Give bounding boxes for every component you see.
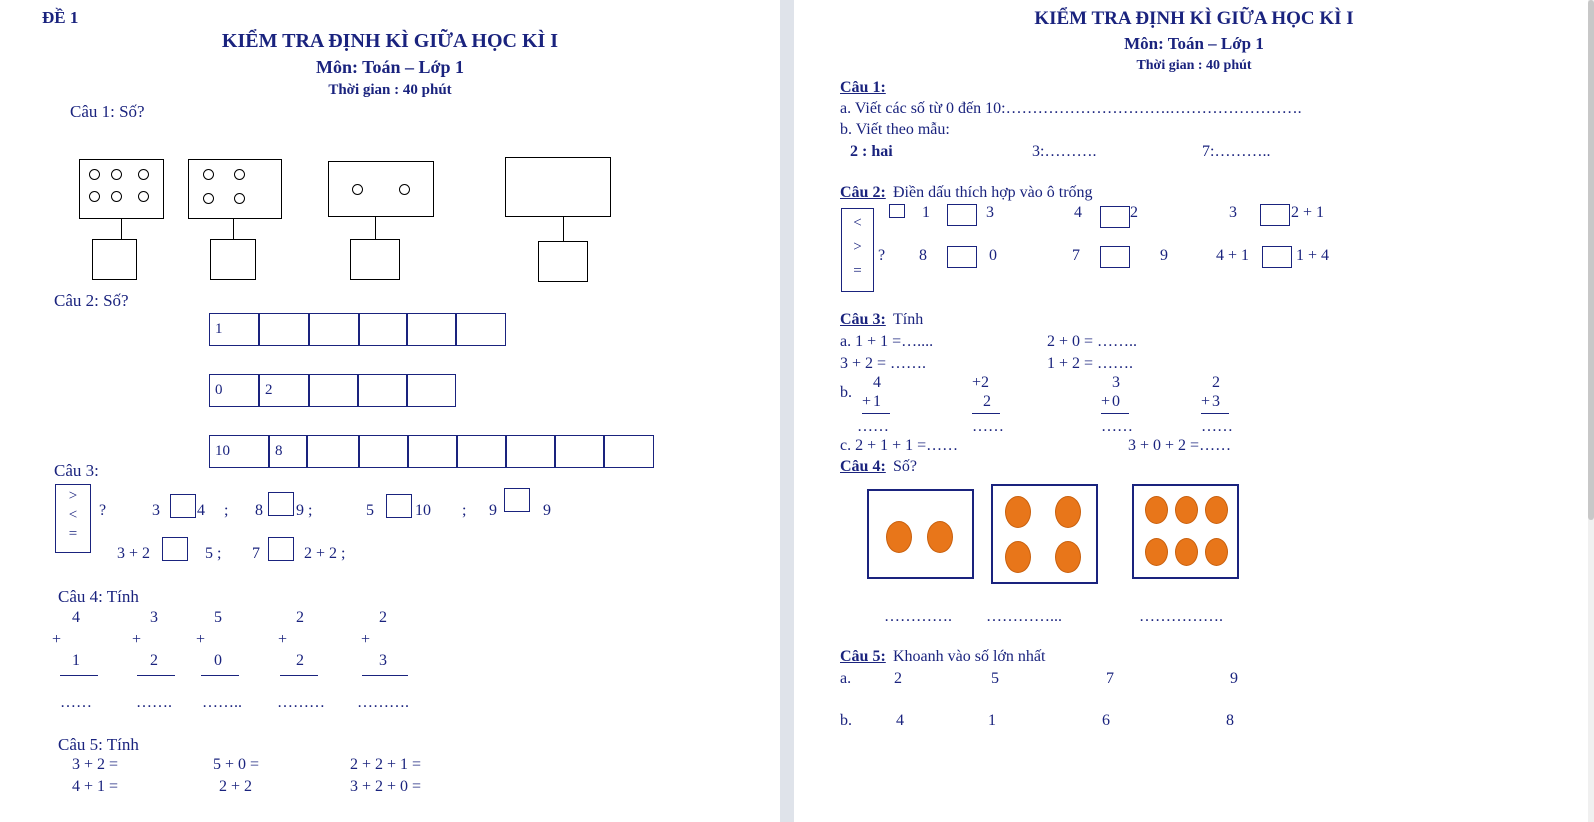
answer-box-2[interactable] xyxy=(210,239,256,280)
expression: 2 + 2 xyxy=(219,778,253,795)
question-1a: a. Viết các số từ 0 đến 10:………………………….……………………. xyxy=(840,100,1302,117)
sum-bottom: 2 xyxy=(150,652,158,669)
choice-value[interactable]: 9 xyxy=(1230,670,1238,687)
compare-left: 3 xyxy=(1229,204,1237,221)
dot xyxy=(138,191,149,202)
number-cell[interactable]: 1 xyxy=(209,313,259,346)
sum-rule xyxy=(201,675,239,676)
dot xyxy=(89,169,100,180)
dot xyxy=(111,169,122,180)
question-1-heading: Câu 1: Số? xyxy=(70,102,145,121)
number-cell[interactable] xyxy=(506,435,555,468)
page-subject: Môn: Toán – Lớp 1 xyxy=(315,57,465,77)
number-cell[interactable] xyxy=(604,435,654,468)
number-cell[interactable]: 10 xyxy=(209,435,269,468)
compare-right: 2 + 2 ; xyxy=(304,545,346,562)
sum-bottom: 1 xyxy=(873,393,881,410)
compare-left: 4 xyxy=(1074,204,1082,221)
question-1-example: 2 : hai xyxy=(850,143,893,160)
orange-dot xyxy=(1205,538,1228,566)
compare-left: 8 xyxy=(919,247,927,264)
expression: 3 + 2 + 0 = xyxy=(350,778,422,795)
sum-op: + xyxy=(196,631,206,648)
compare-input-box[interactable] xyxy=(1100,206,1130,228)
sum-rule xyxy=(1101,413,1129,414)
compare-input-box[interactable] xyxy=(947,246,977,268)
orange-dot-group-1 xyxy=(867,489,974,579)
sum-op: + xyxy=(1201,393,1211,410)
answer-box-4[interactable] xyxy=(538,241,588,282)
sum-rule xyxy=(280,675,318,676)
question-3-label: Câu 3: xyxy=(840,311,886,328)
compare-input-box[interactable] xyxy=(1260,204,1290,226)
number-cell[interactable] xyxy=(456,313,506,346)
dot xyxy=(234,169,245,180)
sum-answer-dots: …… xyxy=(857,418,889,435)
compare-right: 5 ; xyxy=(205,545,222,562)
compare-right: 9 xyxy=(1160,247,1168,264)
sum-op: + xyxy=(361,631,371,648)
orange-dot xyxy=(1005,541,1031,573)
sum-answer-dots: ………. xyxy=(357,694,409,711)
sign-equal: = xyxy=(853,263,862,279)
connector-line xyxy=(233,219,234,239)
dot xyxy=(111,191,122,202)
compare-left: 1 xyxy=(922,204,930,221)
number-cell[interactable]: 2 xyxy=(259,374,309,407)
question-1-label: Câu 1: xyxy=(840,79,886,96)
sign-legend-box xyxy=(55,484,91,553)
question-2-label: Câu 2: xyxy=(840,184,886,201)
sum-op: + xyxy=(132,631,142,648)
compare-left: 9 xyxy=(489,502,497,519)
orange-dot xyxy=(886,521,912,553)
expression: 3 + 2 = ……. xyxy=(840,355,927,372)
compare-input-box[interactable] xyxy=(170,494,196,518)
compare-input-box[interactable] xyxy=(889,204,905,218)
connector-line xyxy=(563,217,564,241)
page-time: Thời gian : 40 phút xyxy=(328,82,452,98)
connector-line xyxy=(121,219,122,239)
question-5-text: Khoanh vào số lớn nhất xyxy=(893,648,1046,665)
scrollbar-track[interactable] xyxy=(1588,0,1594,822)
compare-input-box[interactable] xyxy=(386,494,412,518)
sum-bottom: 2 xyxy=(296,652,304,669)
sign-less: < xyxy=(68,506,78,523)
sum-top: 2 xyxy=(296,609,304,626)
orange-dot xyxy=(1055,496,1081,528)
compare-input-box[interactable] xyxy=(504,488,530,512)
number-cell[interactable] xyxy=(359,313,407,346)
sum-top: 2 xyxy=(1212,374,1220,391)
orange-dot xyxy=(1145,496,1168,524)
compare-input-box[interactable] xyxy=(268,492,294,516)
question-mark: ? xyxy=(99,502,107,519)
sum-top: 2 xyxy=(379,609,387,626)
sign-legend-box xyxy=(841,208,874,292)
question-3-text: Tính xyxy=(893,311,924,328)
dot-group-3 xyxy=(328,161,434,217)
choice-value[interactable]: 2 xyxy=(894,670,902,687)
sum-bottom: 0 xyxy=(214,652,222,669)
sum-top: 4 xyxy=(873,374,881,391)
sum-answer-dots: ……… xyxy=(277,694,325,711)
question-5-label: Câu 5: xyxy=(840,648,886,665)
question-1-item-3: 3:………. xyxy=(1032,143,1097,160)
dot xyxy=(138,169,149,180)
number-cell[interactable] xyxy=(307,435,359,468)
sum-top: 4 xyxy=(72,609,80,626)
sum-rule xyxy=(362,675,408,676)
sum-rule xyxy=(60,675,98,676)
compare-input-box[interactable] xyxy=(162,537,188,561)
number-cell[interactable] xyxy=(407,313,456,346)
sum-bottom: 1 xyxy=(72,652,80,669)
sign-equal: = xyxy=(68,525,78,542)
dot xyxy=(203,169,214,180)
sum-op: + xyxy=(278,631,288,648)
answer-box-1[interactable] xyxy=(92,239,137,280)
dot xyxy=(399,184,410,195)
compare-right: 2 + 1 xyxy=(1291,204,1325,221)
right-page xyxy=(794,0,1594,822)
number-cell[interactable] xyxy=(457,435,506,468)
dot-group-2 xyxy=(188,159,282,219)
choice-value[interactable]: 5 xyxy=(991,670,999,687)
compare-input-box[interactable] xyxy=(268,537,294,561)
compare-input-box[interactable] xyxy=(1262,246,1292,268)
answer-blank[interactable]: …………... xyxy=(986,608,1062,625)
orange-dot-group-3 xyxy=(1132,484,1239,579)
number-cell[interactable] xyxy=(359,435,408,468)
sign-less: < xyxy=(853,215,862,231)
number-cell[interactable] xyxy=(555,435,604,468)
question-mark: ? xyxy=(878,247,886,264)
answer-blank[interactable]: ……………. xyxy=(1139,608,1223,625)
connector-line xyxy=(375,217,376,239)
question-5-heading: Câu 5: Tính xyxy=(58,735,139,754)
number-cell[interactable] xyxy=(358,374,407,407)
sum-top: 3 xyxy=(150,609,158,626)
page-gap xyxy=(780,0,794,822)
compare-left: 3 xyxy=(152,502,160,519)
orange-dot xyxy=(1055,541,1081,573)
question-3-heading: Câu 3: xyxy=(54,461,99,480)
page-subject: Môn: Toán – Lớp 1 xyxy=(1124,34,1264,53)
answer-box-3[interactable] xyxy=(350,239,400,280)
choice-value[interactable]: 8 xyxy=(1226,712,1234,729)
compare-left: 7 xyxy=(252,545,260,562)
question-3b-label: b. xyxy=(840,384,852,401)
page-title: KIỂM TRA ĐỊNH KÌ GIỮA HỌC KÌ I xyxy=(221,30,559,52)
sum-rule xyxy=(862,413,890,414)
sum-bottom: 2 xyxy=(983,393,991,410)
number-cell[interactable] xyxy=(259,313,309,346)
number-cell[interactable] xyxy=(309,313,359,346)
sum-answer-dots: …… xyxy=(1101,418,1133,435)
orange-dot xyxy=(1205,496,1228,524)
dot xyxy=(234,193,245,204)
sum-op: + xyxy=(52,631,62,648)
compare-left: 4 + 1 xyxy=(1216,247,1250,264)
compare-right: 9 ; xyxy=(296,502,313,519)
sum-answer-dots: …….. xyxy=(202,694,242,711)
question-5a-label: a. xyxy=(840,670,852,687)
compare-input-box[interactable] xyxy=(1100,246,1130,268)
choice-value[interactable]: 4 xyxy=(896,712,904,729)
expression: 2 + 2 + 1 = xyxy=(350,756,422,773)
orange-dot xyxy=(1175,538,1198,566)
dot xyxy=(89,191,100,202)
orange-dot xyxy=(1175,496,1198,524)
compare-right: 1 + 4 xyxy=(1296,247,1330,264)
scrollbar-thumb[interactable] xyxy=(1588,0,1594,520)
sum-op: +2 xyxy=(972,374,990,391)
compare-right: 4 xyxy=(197,502,205,519)
compare-left: 7 xyxy=(1072,247,1080,264)
compare-left: 3 + 2 xyxy=(117,545,151,562)
question-2-text: Điền dấu thích hợp vào ô trống xyxy=(893,184,1093,201)
compare-right: 10 xyxy=(415,502,431,519)
number-cell[interactable]: 0 xyxy=(209,374,259,407)
sum-answer-dots: …… xyxy=(60,694,92,711)
orange-dot xyxy=(1145,538,1168,566)
sum-answer-dots: …… xyxy=(972,418,1004,435)
question-5b-label: b. xyxy=(840,712,852,729)
page-title: KIỂM TRA ĐỊNH KÌ GIỮA HỌC KÌ I xyxy=(1034,8,1354,29)
sum-top: 5 xyxy=(214,609,222,626)
page-time: Thời gian : 40 phút xyxy=(1136,58,1252,73)
compare-left: 8 xyxy=(255,502,263,519)
sum-bottom: 3 xyxy=(1212,393,1220,410)
expression: c. 2 + 1 + 1 =…… xyxy=(840,437,959,454)
compare-left: 5 xyxy=(366,502,374,519)
expression: 1 + 2 = ……. xyxy=(1047,355,1134,372)
number-cell[interactable]: 8 xyxy=(269,435,307,468)
sum-op: + xyxy=(862,393,872,410)
sum-top: 3 xyxy=(1112,374,1120,391)
expression: 3 + 0 + 2 =…… xyxy=(1128,437,1232,454)
sum-bottom: 3 xyxy=(379,652,387,669)
dot xyxy=(203,193,214,204)
number-cell[interactable] xyxy=(408,435,457,468)
dot-group-1 xyxy=(79,159,164,219)
dot xyxy=(352,184,363,195)
question-4-heading: Câu 4: Tính xyxy=(58,587,139,606)
choice-value[interactable]: 7 xyxy=(1106,670,1114,687)
orange-dot-group-2 xyxy=(991,484,1098,584)
sum-rule xyxy=(972,413,1000,414)
compare-right: 3 xyxy=(986,204,994,221)
dot-group-4 xyxy=(505,157,611,217)
compare-sep: ; xyxy=(462,502,467,519)
expression: 5 + 0 = xyxy=(213,756,260,773)
expression: 3 + 2 = xyxy=(72,756,119,773)
orange-dot xyxy=(927,521,953,553)
sum-op: + xyxy=(1101,393,1111,410)
expression: 2 + 0 = …….. xyxy=(1047,333,1138,350)
sum-answer-dots: ……. xyxy=(136,694,172,711)
question-1b: b. Viết theo mẫu: xyxy=(840,121,950,138)
compare-input-box[interactable] xyxy=(947,204,977,226)
question-1-item-7: 7:……….. xyxy=(1202,143,1271,160)
compare-right: 2 xyxy=(1130,204,1138,221)
expression: 4 + 1 = xyxy=(72,778,119,795)
number-cell[interactable] xyxy=(309,374,358,407)
question-4-label: Câu 4: xyxy=(840,458,886,475)
question-4-text: Số? xyxy=(893,458,917,475)
left-page xyxy=(0,0,780,822)
question-2-heading: Câu 2: Số? xyxy=(54,291,129,310)
sign-greater: > xyxy=(853,239,862,255)
sum-answer-dots: …… xyxy=(1201,418,1233,435)
sum-rule xyxy=(137,675,175,676)
sign-greater: > xyxy=(68,488,78,504)
expression: a. 1 + 1 =….... xyxy=(840,333,934,350)
choice-value[interactable]: 1 xyxy=(988,712,996,729)
choice-value[interactable]: 6 xyxy=(1102,712,1110,729)
sum-bottom: 0 xyxy=(1112,393,1120,410)
compare-right: 0 xyxy=(989,247,997,264)
number-cell[interactable] xyxy=(407,374,456,407)
compare-sep: ; xyxy=(224,502,229,519)
sum-rule xyxy=(1201,413,1229,414)
answer-blank[interactable]: …………. xyxy=(884,608,952,625)
exam-label: ĐỀ 1 xyxy=(42,8,79,27)
orange-dot xyxy=(1005,496,1031,528)
compare-right: 9 xyxy=(543,502,551,519)
